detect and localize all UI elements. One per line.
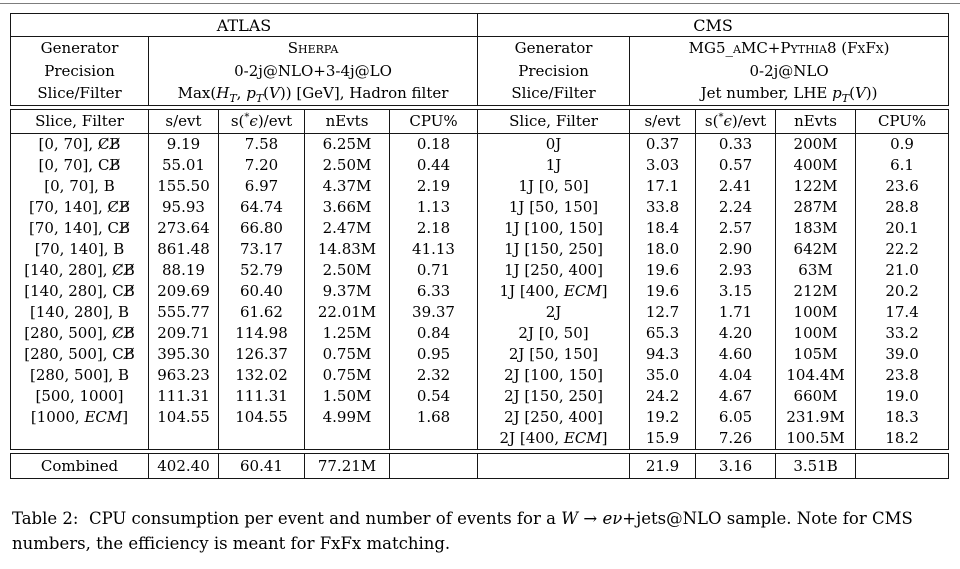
slice-filter-cell: 1J [100, 150] <box>478 218 630 239</box>
value-cell: 88.19 <box>149 260 219 281</box>
slice-filter-cell: [70, 140], B <box>11 239 149 260</box>
table-row <box>11 239 949 260</box>
table-row <box>11 155 949 176</box>
combined-label: Combined <box>11 454 149 479</box>
table-row <box>11 407 949 428</box>
value-cell: 963.23 <box>149 365 219 386</box>
cms-precision-value: 0-2j@NLO <box>630 60 949 83</box>
value-cell: 17.4 <box>856 302 949 323</box>
value-cell <box>149 428 219 450</box>
slice-filter-cell: 1J [150, 250] <box>478 239 630 260</box>
value-cell: 6.33 <box>390 281 478 302</box>
value-cell: 183M <box>776 218 856 239</box>
column-header: Slice, Filter <box>478 110 630 134</box>
value-cell: 7.20 <box>219 155 305 176</box>
value-cell: 2.57 <box>696 218 776 239</box>
value-cell: 4.99M <box>305 407 390 428</box>
slice-filter-cell: 2J [50, 150] <box>478 344 630 365</box>
value-cell: 0.57 <box>696 155 776 176</box>
column-header: nEvts <box>776 110 856 134</box>
value-cell: 200M <box>776 134 856 156</box>
experiment-title-row <box>11 14 949 37</box>
value-cell: 6.97 <box>219 176 305 197</box>
column-header: CPU% <box>390 110 478 134</box>
cpu-consumption-table <box>10 13 949 479</box>
value-cell: 212M <box>776 281 856 302</box>
value-cell: 73.17 <box>219 239 305 260</box>
slice-filter-cell: [280, 500], CB̸ <box>11 344 149 365</box>
value-cell: 4.60 <box>696 344 776 365</box>
table-row <box>11 302 949 323</box>
value-cell: 231.9M <box>776 407 856 428</box>
slice-filter-cell: 1J [0, 50] <box>478 176 630 197</box>
slice-filter-cell: [140, 280], B <box>11 302 149 323</box>
value-cell: 0.54 <box>390 386 478 407</box>
column-header: s/evt <box>630 110 696 134</box>
value-cell: 19.6 <box>630 281 696 302</box>
value-cell: 2.18 <box>390 218 478 239</box>
value-cell: 19.0 <box>856 386 949 407</box>
value-cell: 21.0 <box>856 260 949 281</box>
column-header: Slice, Filter <box>11 110 149 134</box>
slice-filter-row <box>11 83 949 106</box>
value-cell: 0.71 <box>390 260 478 281</box>
combined-value: 3.16 <box>696 454 776 479</box>
value-cell: 60.40 <box>219 281 305 302</box>
value-cell: 33.2 <box>856 323 949 344</box>
value-cell: 19.2 <box>630 407 696 428</box>
data-rows <box>11 134 949 450</box>
value-cell: 114.98 <box>219 323 305 344</box>
value-cell: 18.4 <box>630 218 696 239</box>
precision-row <box>11 60 949 83</box>
table-row <box>11 428 949 450</box>
value-cell: 23.6 <box>856 176 949 197</box>
value-cell: 0.75M <box>305 344 390 365</box>
value-cell: 3.03 <box>630 155 696 176</box>
value-cell: 1.71 <box>696 302 776 323</box>
value-cell: 95.93 <box>149 197 219 218</box>
slice-filter-cell: [140, 280], C̸B̸ <box>11 260 149 281</box>
value-cell: 0.37 <box>630 134 696 156</box>
value-cell: 9.19 <box>149 134 219 156</box>
value-cell: 2.24 <box>696 197 776 218</box>
atlas-generator-value: Sherpa <box>149 37 478 60</box>
value-cell: 2.93 <box>696 260 776 281</box>
value-cell: 6.25M <box>305 134 390 156</box>
value-cell <box>219 428 305 450</box>
value-cell: 23.8 <box>856 365 949 386</box>
value-cell: 65.3 <box>630 323 696 344</box>
atlas-title: ATLAS <box>11 14 478 37</box>
slice-filter-cell: [280, 500], C̸B̸ <box>11 323 149 344</box>
value-cell: 287M <box>776 197 856 218</box>
combined-value: 402.40 <box>149 454 219 479</box>
value-cell: 2.32 <box>390 365 478 386</box>
value-cell: 2.50M <box>305 155 390 176</box>
combined-label <box>478 454 630 479</box>
combined-value <box>390 454 478 479</box>
combined-value: 77.21M <box>305 454 390 479</box>
value-cell: 660M <box>776 386 856 407</box>
slice-filter-cell: 1J [400, ECM] <box>478 281 630 302</box>
value-cell: 20.2 <box>856 281 949 302</box>
value-cell: 4.67 <box>696 386 776 407</box>
slice-filter-cell: [1000, ECM] <box>11 407 149 428</box>
value-cell: 209.69 <box>149 281 219 302</box>
slice-filter-cell: [0, 70], CB̸ <box>11 155 149 176</box>
value-cell: 0.44 <box>390 155 478 176</box>
table-row <box>11 344 949 365</box>
table-caption: Table 2: CPU consumption per event and number of events for a W → eν+jets@NLO sample. Note for CMS numbers, the efficiency is meant for FxFx matching. <box>12 509 913 553</box>
value-cell: 15.9 <box>630 428 696 450</box>
value-cell: 861.48 <box>149 239 219 260</box>
value-cell: 0.9 <box>856 134 949 156</box>
value-cell: 19.6 <box>630 260 696 281</box>
value-cell: 0.95 <box>390 344 478 365</box>
cms-precision-label: Precision <box>478 60 630 83</box>
value-cell: 105M <box>776 344 856 365</box>
column-header: s(*ϵ)/evt <box>219 110 305 134</box>
value-cell: 104.55 <box>219 407 305 428</box>
page-top-rule <box>0 3 960 4</box>
table-row <box>11 134 949 156</box>
value-cell: 0.75M <box>305 365 390 386</box>
value-cell: 7.58 <box>219 134 305 156</box>
value-cell: 2.41 <box>696 176 776 197</box>
value-cell: 7.26 <box>696 428 776 450</box>
value-cell: 100.5M <box>776 428 856 450</box>
column-header: s(*ϵ)/evt <box>696 110 776 134</box>
value-cell: 18.2 <box>856 428 949 450</box>
slice-filter-cell: [500, 1000] <box>11 386 149 407</box>
value-cell: 4.04 <box>696 365 776 386</box>
value-cell: 14.83M <box>305 239 390 260</box>
cms-slice-filter-label: Slice/Filter <box>478 83 630 106</box>
value-cell: 18.0 <box>630 239 696 260</box>
combined-value: 60.41 <box>219 454 305 479</box>
slice-filter-cell: [70, 140], CB̸ <box>11 218 149 239</box>
table-row <box>11 386 949 407</box>
column-header-row <box>11 110 949 134</box>
value-cell: 100M <box>776 302 856 323</box>
slice-filter-cell: 1J <box>478 155 630 176</box>
value-cell: 39.0 <box>856 344 949 365</box>
value-cell: 4.20 <box>696 323 776 344</box>
column-header: nEvts <box>305 110 390 134</box>
slice-filter-cell: [280, 500], B <box>11 365 149 386</box>
value-cell: 22.2 <box>856 239 949 260</box>
atlas-slice-filter-label: Slice/Filter <box>11 83 149 106</box>
cms-title: CMS <box>478 14 949 37</box>
value-cell: 17.1 <box>630 176 696 197</box>
value-cell: 6.1 <box>856 155 949 176</box>
value-cell: 12.7 <box>630 302 696 323</box>
combined-value: 3.51B <box>776 454 856 479</box>
value-cell: 642M <box>776 239 856 260</box>
value-cell: 132.02 <box>219 365 305 386</box>
slice-filter-cell: 2J [0, 50] <box>478 323 630 344</box>
slice-filter-cell: [0, 70], B <box>11 176 149 197</box>
value-cell: 395.30 <box>149 344 219 365</box>
value-cell: 3.66M <box>305 197 390 218</box>
atlas-precision-value: 0-2j@NLO+3-4j@LO <box>149 60 478 83</box>
value-cell: 111.31 <box>149 386 219 407</box>
value-cell: 33.8 <box>630 197 696 218</box>
value-cell: 64.74 <box>219 197 305 218</box>
value-cell: 1.13 <box>390 197 478 218</box>
value-cell: 1.25M <box>305 323 390 344</box>
table-row <box>11 218 949 239</box>
atlas-slice-filter-value: $Max(H_T$, $p_T(V)$) [GeV], Hadron filter <box>149 83 478 106</box>
value-cell: 3.15 <box>696 281 776 302</box>
value-cell: 35.0 <box>630 365 696 386</box>
value-cell: 28.8 <box>856 197 949 218</box>
table-row <box>11 176 949 197</box>
value-cell: 111.31 <box>219 386 305 407</box>
column-header: CPU% <box>856 110 949 134</box>
slice-filter-cell <box>11 428 149 450</box>
generator-row <box>11 37 949 60</box>
cms-generator-value: MG5_aMC+Pythia8 (FxFx) <box>630 37 949 60</box>
value-cell: 2.50M <box>305 260 390 281</box>
table-row <box>11 260 949 281</box>
value-cell: 155.50 <box>149 176 219 197</box>
value-cell: 9.37M <box>305 281 390 302</box>
slice-filter-cell: [70, 140], C̸B̸ <box>11 197 149 218</box>
value-cell: 555.77 <box>149 302 219 323</box>
slice-filter-cell: 0J <box>478 134 630 156</box>
slice-filter-cell: 1J [50, 150] <box>478 197 630 218</box>
value-cell: 126.37 <box>219 344 305 365</box>
value-cell: 0.18 <box>390 134 478 156</box>
value-cell: 273.64 <box>149 218 219 239</box>
combined-value <box>856 454 949 479</box>
value-cell: 18.3 <box>856 407 949 428</box>
value-cell: 63M <box>776 260 856 281</box>
value-cell: 20.1 <box>856 218 949 239</box>
value-cell: 52.79 <box>219 260 305 281</box>
combined-value: 21.9 <box>630 454 696 479</box>
atlas-generator-label: Generator <box>11 37 149 60</box>
value-cell: 41.13 <box>390 239 478 260</box>
value-cell: 94.3 <box>630 344 696 365</box>
value-cell: 2.19 <box>390 176 478 197</box>
value-cell: 0.33 <box>696 134 776 156</box>
value-cell: 0.84 <box>390 323 478 344</box>
value-cell: 55.01 <box>149 155 219 176</box>
value-cell <box>305 428 390 450</box>
value-cell: 100M <box>776 323 856 344</box>
value-cell: 104.55 <box>149 407 219 428</box>
slice-filter-cell: 2J <box>478 302 630 323</box>
value-cell: 39.37 <box>390 302 478 323</box>
table-row <box>11 323 949 344</box>
value-cell <box>390 428 478 450</box>
value-cell: 209.71 <box>149 323 219 344</box>
value-cell: 2.47M <box>305 218 390 239</box>
combined-row <box>11 454 949 479</box>
table-row <box>11 281 949 302</box>
slice-filter-cell: 1J [250, 400] <box>478 260 630 281</box>
value-cell: 24.2 <box>630 386 696 407</box>
slice-filter-cell: [0, 70], C̸B̸ <box>11 134 149 156</box>
slice-filter-cell: 2J [250, 400] <box>478 407 630 428</box>
value-cell: 2.90 <box>696 239 776 260</box>
value-cell: 22.01M <box>305 302 390 323</box>
slice-filter-cell: 2J [400, ECM] <box>478 428 630 450</box>
table-row <box>11 197 949 218</box>
atlas-precision-label: Precision <box>11 60 149 83</box>
table-row <box>11 365 949 386</box>
slice-filter-cell: 2J [150, 250] <box>478 386 630 407</box>
value-cell: 66.80 <box>219 218 305 239</box>
value-cell: 61.62 <box>219 302 305 323</box>
value-cell: 400M <box>776 155 856 176</box>
value-cell: 6.05 <box>696 407 776 428</box>
value-cell: 1.50M <box>305 386 390 407</box>
column-header: s/evt <box>149 110 219 134</box>
value-cell: 4.37M <box>305 176 390 197</box>
slice-filter-cell: [140, 280], CB̸ <box>11 281 149 302</box>
value-cell: 1.68 <box>390 407 478 428</box>
value-cell: 122M <box>776 176 856 197</box>
slice-filter-cell: 2J [100, 150] <box>478 365 630 386</box>
value-cell: 104.4M <box>776 365 856 386</box>
cms-slice-filter-value: Jet number, LHE $p_T(V)$) <box>630 83 949 106</box>
cms-generator-label: Generator <box>478 37 630 60</box>
